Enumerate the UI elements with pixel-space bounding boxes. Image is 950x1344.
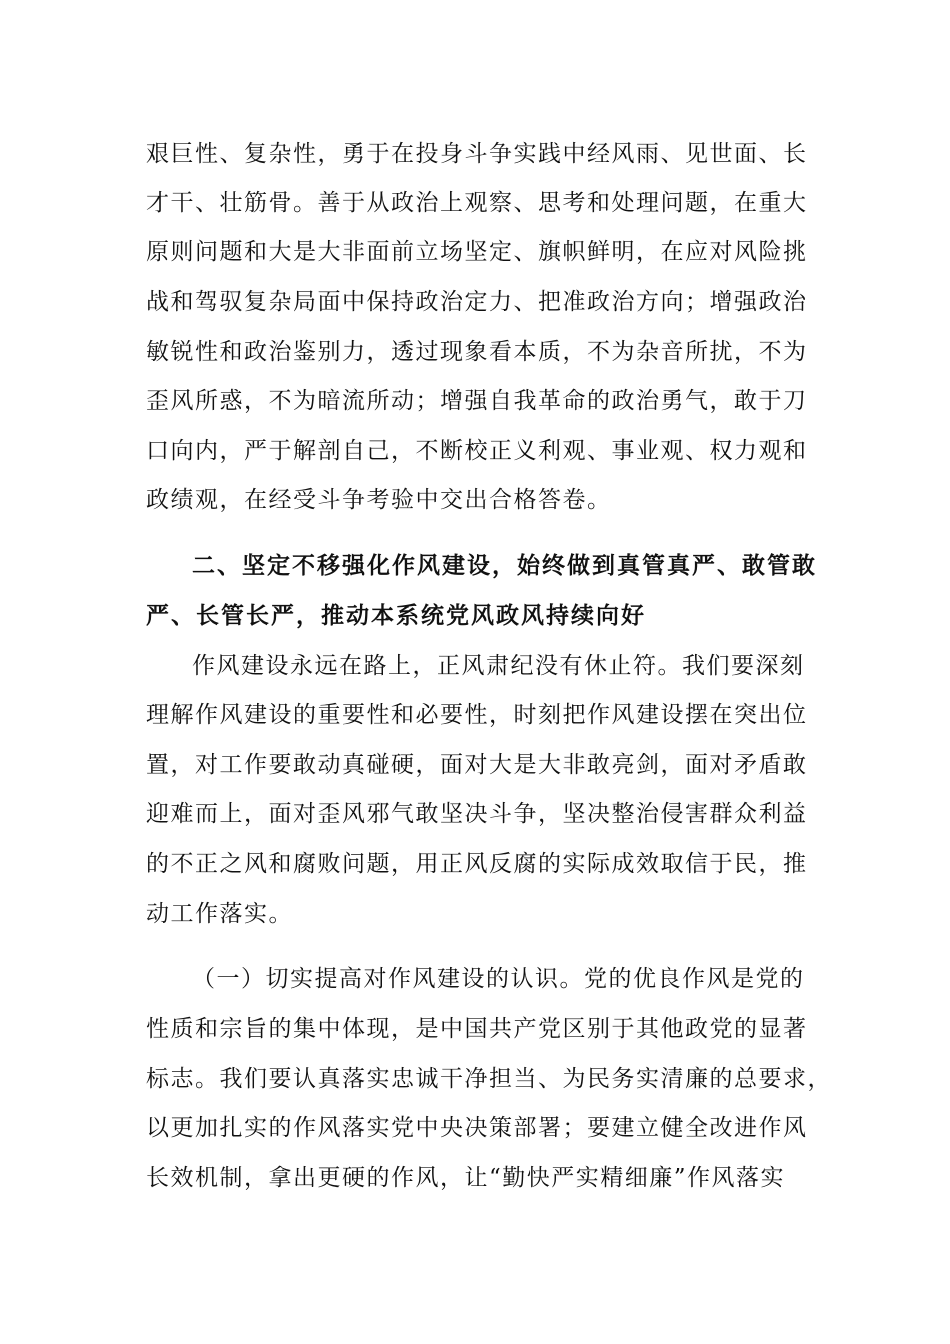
paragraph-1-line-2: 才干、壮筋骨。善于从政治上观察、思考和处理问题，在重大 bbox=[146, 190, 808, 216]
paragraph-1-line-3: 原则问题和大是大非面前立场坚定、旗帜鲜明，在应对风险挑 bbox=[146, 239, 808, 265]
paragraph-1-line-5: 敏锐性和政治鉴别力，透过现象看本质，不为杂音所扰，不为 bbox=[146, 339, 808, 365]
paragraph-2-line-6: 动工作落实。 bbox=[146, 901, 293, 927]
paragraph-1-line-1: 艰巨性、复杂性，勇于在投身斗争实践中经风雨、见世面、长 bbox=[146, 141, 808, 167]
paragraph-2-line-4: 迎难而上，面对歪风邪气敢坚决斗争，坚决整治侵害群众利益 bbox=[146, 801, 808, 827]
paragraph-1-line-6: 歪风所惑，不为暗流所动；增强自我革命的政治勇气，敢于刀 bbox=[146, 388, 808, 414]
paragraph-1-line-8: 政绩观，在经受斗争考验中交出合格答卷。 bbox=[146, 487, 612, 513]
paragraph-2-line-2: 理解作风建设的重要性和必要性，时刻把作风建设摆在突出位 bbox=[146, 702, 808, 728]
section-heading-line-2: 严、长管长严，推动本系统党风政风持续向好 bbox=[146, 603, 646, 629]
paragraph-3-line-4: 以更加扎实的作风落实党中央决策部署；要建立健全改进作风 bbox=[146, 1115, 808, 1141]
paragraph-3-line-2: 性质和宗旨的集中体现，是中国共产党区别于其他政党的显著 bbox=[146, 1016, 808, 1042]
section-heading-line-1: 二、坚定不移强化作风建设，始终做到真管真严、敢管敢 bbox=[192, 553, 817, 579]
paragraph-1-line-4: 战和驾驭复杂局面中保持政治定力、把准政治方向；增强政治 bbox=[146, 289, 808, 315]
paragraph-2-line-3: 置，对工作要敢动真碰硬，面对大是大非敢亮剑，面对矛盾敢 bbox=[146, 752, 808, 778]
paragraph-3-line-3: 标志。我们要认真落实忠诚干净担当、为民务实清廉的总要求， bbox=[146, 1066, 832, 1092]
paragraph-3-line-1: （一）切实提高对作风建设的认识。党的优良作风是党的 bbox=[192, 966, 805, 992]
paragraph-2-line-1: 作风建设永远在路上，正风肃纪没有休止符。我们要深刻 bbox=[192, 653, 805, 679]
paragraph-1-line-7: 口向内，严于解剖自己，不断校正义利观、事业观、权力观和 bbox=[146, 438, 808, 464]
paragraph-3-line-5: 长效机制，拿出更硬的作风，让“勤快严实精细廉”作风落实 bbox=[146, 1165, 786, 1191]
paragraph-2-line-5: 的不正之风和腐败问题，用正风反腐的实际成效取信于民，推 bbox=[146, 851, 808, 877]
